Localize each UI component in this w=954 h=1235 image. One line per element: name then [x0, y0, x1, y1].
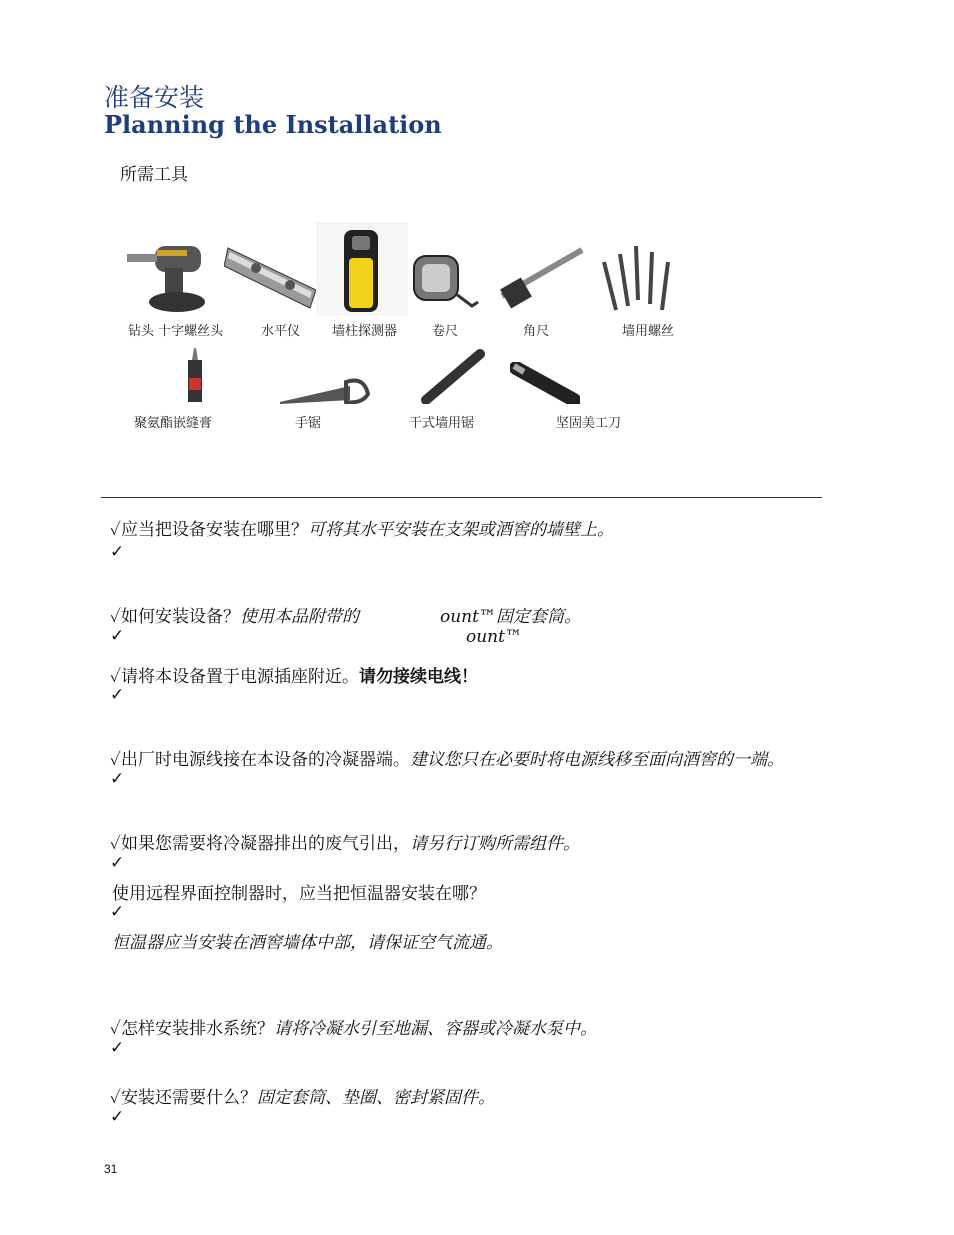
- question-text: 出厂时电源线接在本设备的冷凝器端。: [120, 750, 410, 770]
- check-mark: ✓: [110, 902, 125, 922]
- check-mark: ✓: [110, 542, 125, 562]
- check-mark: ✓: [110, 853, 125, 873]
- level-icon: [224, 240, 318, 314]
- check-mark: ✓: [110, 1088, 121, 1108]
- warning-text: 请勿接续电线！: [358, 667, 478, 687]
- caulk-tube-icon: [180, 348, 208, 404]
- tool-label-tape-measure: 卷尺: [432, 324, 459, 339]
- answer-text: 建议您只在必要时将电源线移至面向酒窖的一端。: [409, 750, 784, 770]
- qa-item-power-outlet: [110, 662, 478, 687]
- utility-knife-icon: [510, 362, 580, 404]
- qa-item-exhaust: [110, 829, 580, 854]
- check-mark: ✓: [110, 1038, 125, 1058]
- question-text: 安装还需要什么？: [120, 1088, 257, 1108]
- tool-label-caulk: 聚氨酯嵌缝膏: [134, 416, 213, 431]
- tool-label-hand-saw: 手锯: [295, 416, 322, 431]
- section-divider: [101, 497, 822, 498]
- answer-text: 请另行订购所需组件。: [409, 834, 580, 854]
- question-thermostat: 使用远程界面控制器时，应当把恒温器安装在哪？: [112, 884, 486, 904]
- tool-label-square: 角尺: [523, 324, 550, 339]
- question-text: 如何安装设备？: [120, 607, 240, 627]
- check-mark: ✓: [110, 834, 121, 854]
- tool-label-stud-finder: 墙柱探测器: [332, 324, 398, 339]
- qa-item-mounting: [110, 602, 359, 627]
- tool-label-utility-knife: 坚固美工刀: [556, 416, 622, 431]
- check-mark: ✓: [110, 750, 121, 770]
- check-mark: ✓: [110, 685, 125, 705]
- answer-text: 固定套筒、垫圈、密封紧固件。: [256, 1088, 495, 1108]
- drill-icon: [125, 238, 211, 314]
- question-text: 如果您需要将冷凝器排出的废气引出，: [120, 834, 410, 854]
- qa-item-drainage: [110, 1014, 597, 1039]
- page-number: 31: [104, 1162, 118, 1176]
- check-mark: ✓: [110, 520, 121, 540]
- question-text: 怎样安装排水系统？: [120, 1019, 274, 1039]
- qa-item-power-cord: [110, 745, 784, 770]
- answer-text-continued: ount™固定套筒。: [440, 607, 581, 627]
- check-mark: ✓: [110, 626, 125, 646]
- page-title-english: Planning the Installation: [104, 110, 442, 139]
- check-mark: ✓: [110, 769, 125, 789]
- question-text: 应当把设备安装在哪里？: [120, 520, 308, 540]
- tools-heading: 所需工具: [120, 165, 188, 185]
- stud-finder-icon: [316, 222, 408, 316]
- question-text: 请将本设备置于电源插座附近。: [120, 667, 359, 687]
- drywall-saw-icon: [420, 348, 486, 404]
- qa-item-other-needs: [110, 1083, 495, 1108]
- answer-thermostat: 恒温器应当安装在酒窖墙体中部，请保证空气流通。: [112, 933, 503, 953]
- tool-label-drill: 钻头 十字螺丝头: [128, 324, 224, 339]
- qa-item-location: [110, 515, 614, 540]
- tool-label-wall-screws: 墙用螺丝: [622, 324, 675, 339]
- tool-label-drywall-saw: 干式墙用锯: [409, 416, 475, 431]
- hand-saw-icon: [280, 376, 370, 404]
- tape-measure-icon: [408, 250, 480, 314]
- answer-text: 可将其水平安装在支架或酒窖的墙壁上。: [307, 520, 614, 540]
- page-title-chinese: 准备安装: [104, 83, 205, 112]
- tool-label-level: 水平仪: [261, 324, 301, 339]
- check-mark: ✓: [110, 607, 121, 627]
- answer-text: 请将冷凝水引至地漏、容器或冷凝水泵中。: [273, 1019, 597, 1039]
- answer-text: 使用本品附带的: [239, 607, 359, 627]
- check-mark: ✓: [110, 1019, 121, 1039]
- square-ruler-icon: [494, 246, 586, 314]
- wall-screws-icon: [598, 240, 680, 314]
- check-mark: ✓: [110, 1107, 125, 1127]
- answer-fragment: ount™: [466, 627, 522, 647]
- check-mark: ✓: [110, 667, 121, 687]
